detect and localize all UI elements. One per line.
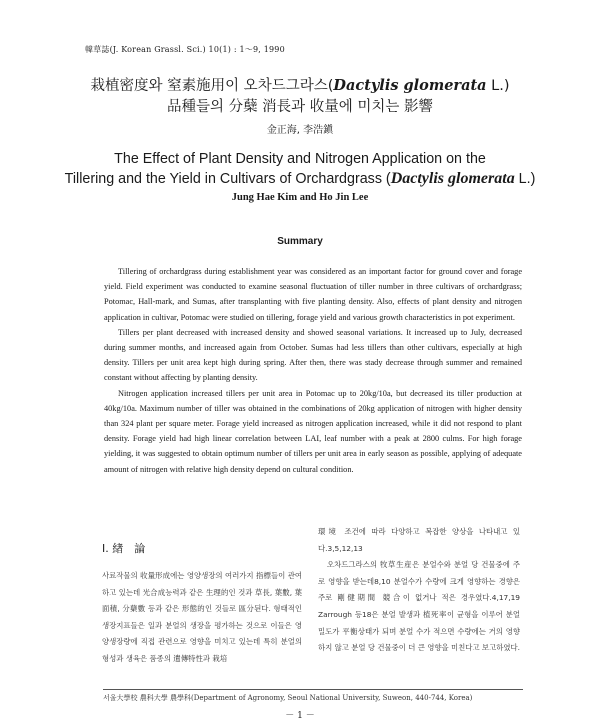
right-column-paragraph-1: 環境 조건에 따라 다양하고 복잡한 양상을 나타내고 있다.3,5,12,13 (318, 527, 520, 553)
korean-authors: 金正海, 李浩鎭 (266, 125, 334, 136)
body-left-column (102, 568, 302, 668)
korean-title-line-1 (0, 76, 600, 96)
journal-header: 韓草誌(J. Korean Grassl. Sci.) 10(1) : 1～9, 1990 (85, 45, 285, 54)
english-title-line-2 (0, 168, 600, 190)
korean-title-species: Dactylis glomerata (333, 77, 487, 94)
abstract (104, 264, 522, 477)
summary-heading: Summary (277, 236, 323, 247)
footnote-divider (103, 689, 523, 690)
korean-title-prefix: 栽植密度와 窒素施用이 오차드그라스( (90, 78, 334, 94)
english-title-species: Dactylis glomerata (390, 170, 515, 187)
abstract-paragraph-1: Tillering of orchardgrass during establishment year was considered as an important factor for ground cover and forage yield. Field experiment was conducted to examine seasonal fluctuation of tiller number in three cultivars of orchardgrass; Potomac, Hall-mark, and Sumas, after transplanting with five planting density. Also, effects of plant density and nitrogen application in cultivar, Potomac were studied on tillering, forage yield and various growth characteristics in pot experiment. (104, 267, 522, 322)
korean-title-suffix: L.) (486, 78, 510, 94)
english-title-suffix: L.) (514, 171, 536, 187)
affiliation-footnote: 서울大學校 農科大學 農學科(Department of Agronomy, Seoul National University, Suweon, 440-744, Korea) (103, 694, 473, 702)
korean-title-line-2: 品種들의 分蘖 消長과 收量에 미치는 影響 (166, 99, 434, 115)
page-number: － 1 － (285, 711, 315, 721)
english-title-line-1: The Effect of Plant Density and Nitrogen Application on the (114, 151, 486, 167)
body-right-column (318, 524, 520, 657)
section-heading-introduction: I. 緖 論 (102, 542, 146, 555)
abstract-paragraph-2: Tillers per plant decreased with increased density and showed seasonal variations. It increased up to July, decreased during summer months, and increased again from October. Sumas had less tillers than other cultivars, especially at high density. Tillers per unit area kept high during spring. After then, there was stady decrease through summer and remained constant without affecting by planting density. (104, 327, 522, 383)
right-column-paragraph-2: 오차드그라스의 牧草生産은 분얼수와 분얼 당 건물중에 주로 영향을 받는데8,10 분얼수가 수량에 크게 영향하는 경향은 주로 剛健期間 競合이 없거나 적은 경우였다.4,17,19 Zarrough 등18은 분얼 발생과 植死率이 균형을 이루어 분얼밀도가 平衡상태가 되며 분얼 수가 적으면 수량에는 거의 영향하지 않고 분얼 당 건물중이 더 큰 영향을 미친다고 보고하였다. (318, 560, 520, 653)
abstract-paragraph-3: Nitrogen application increased tillers per unit area in Potomac up to 20kg/10a, but decreased its tiller production at 40kg/10a. Maximum number of tiller was obtained in the combinations of 20kg application of nitrogen with higher density than 324 plant per square meter. Forage yield increased as nitrogen application increased, while it did not respond to plant density. Forage yield had high linear correlation between LAI, leaf number with a peak at 2800 culms. For high forage yielding, it was suggested to obtain optimum number of tillers per unit area in early season as possible, applying of adequate amount of nitrogen with relative high density depend on cultural condition. (104, 388, 522, 474)
left-column-text: 사료작물의 收量形成에는 영양생장의 여러가지 指標들이 관여하고 있는데 光合成능력과 같은 生理的인 것과 草長, 葉數, 葉面積, 分蘖數 등과 같은 形態的인 것들로 區分된다. 형태적인 생장지표들은 일과 분얼의 생장을 평가하는 것으로 이들은 영양생장량에 직접 관련으로 영향을 미치고 있는데 특히 분얼의 형성과 생육은 품종의 遺傳特性과 栽培 (102, 571, 302, 663)
english-authors: Jung Hae Kim and Ho Jin Lee (231, 192, 369, 203)
english-title-prefix: Tillering and the Yield in Cultivars of Orchardgrass ( (64, 171, 391, 187)
